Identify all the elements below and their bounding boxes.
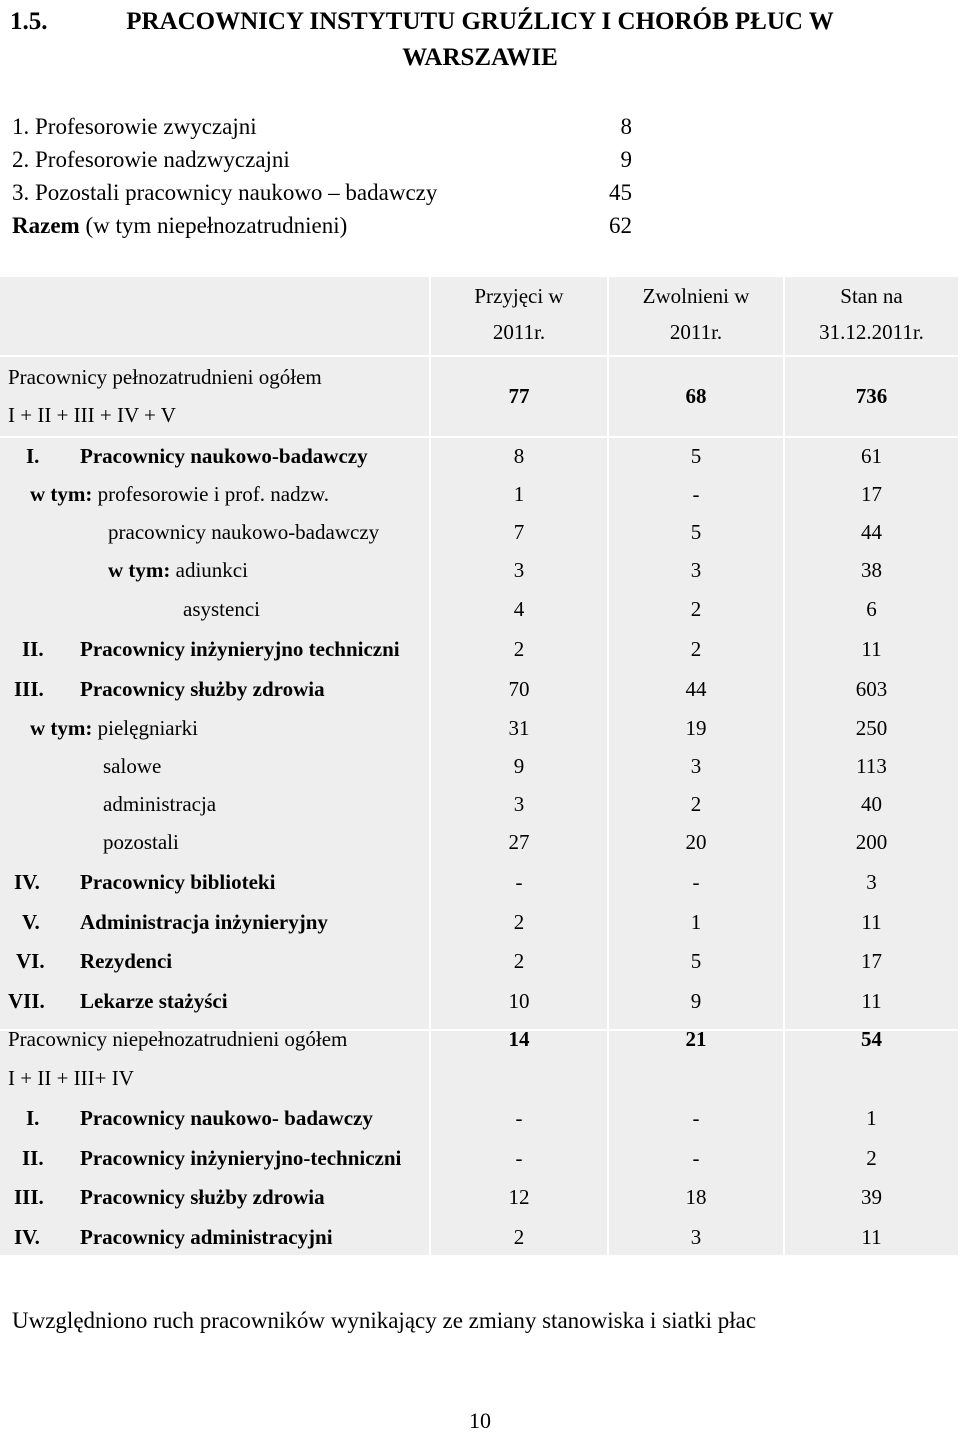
value-cell: 27 (508, 830, 530, 854)
value-cell: 2 (513, 637, 525, 661)
value-cell: 39 (861, 1185, 882, 1209)
row-number: II. (22, 637, 44, 661)
part-time-total-label: I + II + III+ IV (8, 1066, 134, 1090)
row-label (30, 480, 329, 508)
row-label-text: adiunkci (170, 558, 248, 582)
value-cell: 2 (690, 597, 702, 621)
row-label: Administracja inżynieryjny (80, 910, 328, 934)
row-label (108, 556, 248, 584)
part-time-total-label: Pracownicy niepełnozatrudnieni ogółem (8, 1027, 348, 1051)
summary-list (12, 110, 632, 242)
value-cell: 5 (690, 949, 702, 973)
summary-row (12, 110, 632, 143)
row-number: I. (26, 1106, 40, 1130)
header-cell: Zwolnieni w (642, 284, 750, 308)
row-label: Pracownicy naukowo-badawczy (80, 444, 368, 468)
row-number: III. (14, 1185, 44, 1209)
header-cell: 2011r. (669, 320, 723, 344)
row-number: II. (22, 1146, 44, 1170)
summary-total-label: Razem (12, 213, 80, 238)
value-cell: 17 (861, 482, 882, 506)
row-label: Pracownicy inżynieryjno-techniczni (80, 1146, 402, 1170)
row-number: VII. (8, 989, 45, 1013)
value-cell: 18 (685, 1185, 707, 1209)
value-cell: 31 (508, 716, 530, 740)
value-cell: - (515, 1106, 523, 1130)
row-prefix: w tym: (108, 558, 171, 582)
value-cell: 70 (508, 677, 530, 701)
row-label: Pracownicy administracyjni (80, 1225, 333, 1249)
value-cell: - (515, 870, 523, 894)
header-cell: Stan na (840, 284, 903, 308)
summary-label: 2. Profesorowie nadzwyczajni (12, 147, 290, 172)
value-cell: 2 (513, 910, 525, 934)
value-cell: 603 (855, 677, 888, 701)
value-cell: 9 (690, 989, 702, 1013)
value-cell: 113 (856, 754, 887, 778)
row-label-text: profesorowie i prof. nadzw. (92, 482, 329, 506)
divider (0, 355, 958, 357)
value-cell: 44 (861, 520, 882, 544)
heading-line-1: PRACOWNICY INSTYTUTU GRUŹLICY I CHORÓB PŁUC W (126, 8, 834, 35)
summary-label: 1. Profesorowie zwyczajni (12, 114, 257, 139)
total-cell: 68 (685, 384, 707, 408)
row-number: IV. (14, 1225, 40, 1249)
value-cell: 11 (861, 910, 882, 934)
value-cell: - (515, 1146, 523, 1170)
footnote: Uwzględniono ruch pracowników wynikający ze zmiany stanowiska i siatki płac (12, 1308, 757, 1333)
value-cell: 1 (513, 482, 525, 506)
row-label: Lekarze stażyści (80, 989, 228, 1013)
row-label-text: pielęgniarki (92, 716, 198, 740)
value-cell: 2 (513, 1225, 525, 1249)
header-cell: 31.12.2011r. (819, 320, 924, 344)
value-cell: 2 (690, 637, 702, 661)
header-cell: Przyjęci w (474, 284, 564, 308)
value-cell: 20 (685, 830, 707, 854)
row-number: III. (14, 677, 44, 701)
value-cell: - (692, 1106, 700, 1130)
total-cell: 21 (685, 1027, 707, 1051)
value-cell: 3 (690, 558, 702, 582)
value-cell: 11 (861, 1225, 882, 1249)
value-cell: 19 (685, 716, 707, 740)
value-cell: 44 (685, 677, 707, 701)
divider (0, 436, 958, 438)
value-cell: 3 (690, 1225, 702, 1249)
row-label (30, 714, 198, 742)
total-cell: 54 (861, 1027, 882, 1051)
value-cell: 7 (513, 520, 525, 544)
value-cell: 2 (866, 1146, 877, 1170)
value-cell: 11 (861, 989, 882, 1013)
row-label: Pracownicy inżynieryjno techniczni (80, 637, 400, 661)
value-cell: 10 (508, 989, 530, 1013)
value-cell: 2 (513, 949, 525, 973)
row-number: V. (22, 910, 40, 934)
summary-row (12, 143, 632, 176)
row-label: Pracownicy naukowo- badawczy (80, 1106, 373, 1130)
value-cell: 6 (866, 597, 877, 621)
row-number: I. (26, 444, 40, 468)
row-prefix: w tym: (30, 716, 93, 740)
value-cell: 5 (690, 520, 702, 544)
summary-value: 45 (609, 180, 632, 205)
full-time-total-label: I + II + III + IV + V (8, 403, 176, 427)
page-number: 10 (469, 1408, 491, 1433)
section-number: 1.5. (10, 8, 48, 35)
value-cell: - (692, 482, 700, 506)
value-cell: 61 (861, 444, 882, 468)
row-prefix: w tym: (30, 482, 93, 506)
value-cell: 3 (513, 792, 525, 816)
value-cell: 8 (513, 444, 525, 468)
value-cell: 2 (690, 792, 702, 816)
value-cell: 40 (861, 792, 882, 816)
total-cell: 77 (508, 384, 530, 408)
row-number: IV. (14, 870, 40, 894)
summary-row (12, 176, 632, 209)
total-cell: 736 (855, 384, 888, 408)
value-cell: - (692, 1146, 700, 1170)
row-label: asystenci (183, 597, 260, 621)
total-cell: 14 (508, 1027, 530, 1051)
summary-value: 62 (609, 213, 632, 238)
row-label: Pracownicy służby zdrowia (80, 677, 325, 701)
value-cell: 250 (855, 716, 888, 740)
summary-value: 8 (620, 114, 632, 139)
value-cell: 1 (866, 1106, 877, 1130)
value-cell: 3 (690, 754, 702, 778)
header-cell: 2011r. (492, 320, 546, 344)
value-cell: 200 (855, 830, 888, 854)
row-label: pracownicy naukowo-badawczy (108, 520, 380, 544)
full-time-total-label: Pracownicy pełnozatrudnieni ogółem (8, 365, 322, 389)
value-cell: 12 (508, 1185, 530, 1209)
value-cell: - (692, 870, 700, 894)
value-cell: 3 (513, 558, 525, 582)
row-label: Pracownicy służby zdrowia (80, 1185, 325, 1209)
summary-total-row (12, 209, 632, 242)
row-label: Rezydenci (80, 949, 173, 973)
staff-table (0, 277, 958, 1255)
value-cell: 11 (861, 637, 882, 661)
value-cell: 1 (690, 910, 702, 934)
heading-line-2: WARSZAWIE (402, 44, 558, 71)
value-cell: 9 (513, 754, 525, 778)
value-cell: 4 (513, 597, 525, 621)
value-cell: 38 (861, 558, 882, 582)
value-cell: 17 (861, 949, 882, 973)
row-label: administracja (103, 792, 217, 816)
value-cell: 3 (866, 870, 877, 894)
row-number: VI. (16, 949, 45, 973)
summary-total-note: (w tym niepełnozatrudnieni) (79, 213, 348, 238)
row-label: pozostali (103, 830, 179, 854)
value-cell: 5 (690, 444, 702, 468)
row-label: salowe (103, 754, 162, 778)
summary-label: 3. Pozostali pracownicy naukowo – badawczy (12, 180, 438, 205)
summary-value: 9 (620, 147, 632, 172)
row-label: Pracownicy biblioteki (80, 870, 276, 894)
